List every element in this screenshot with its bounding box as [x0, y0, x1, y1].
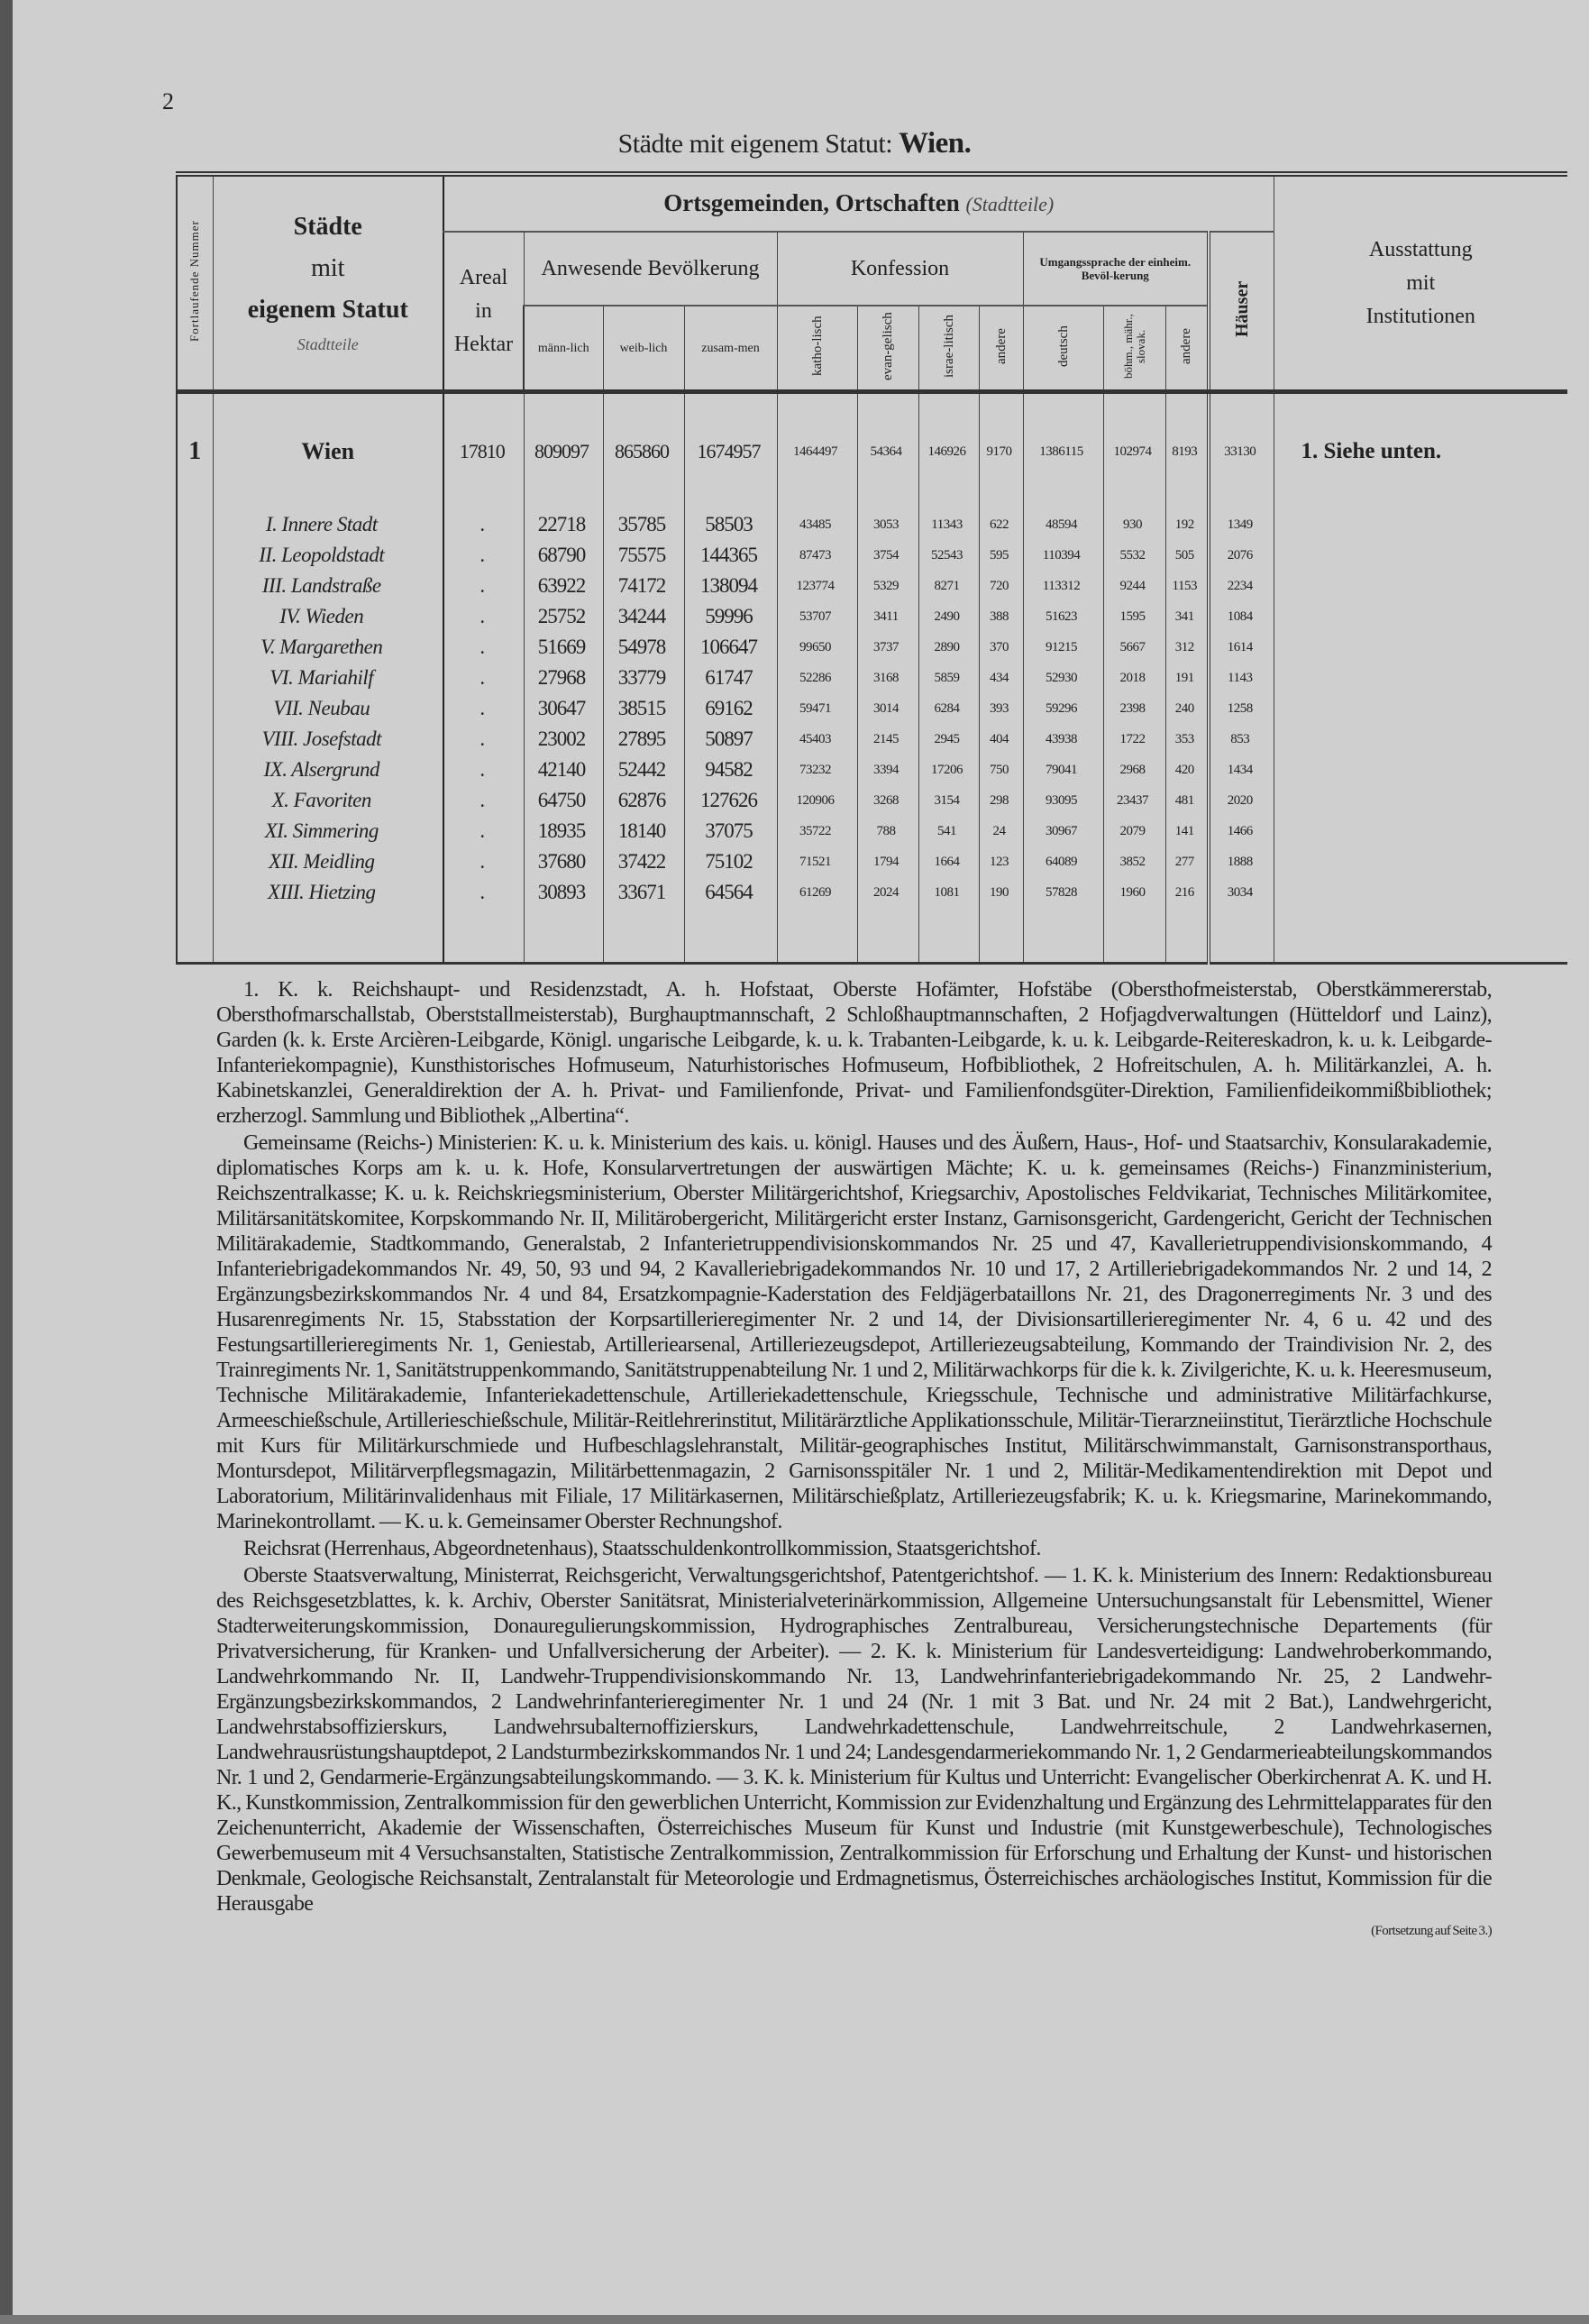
haeuser-value: 1466: [1209, 816, 1274, 846]
institutionen-value: [1274, 724, 1567, 755]
katholisch-value: 120906: [777, 785, 857, 816]
row-number: [177, 540, 213, 571]
maennlich-value: 51669: [524, 632, 603, 663]
weiblich-value: 54978: [603, 632, 684, 663]
row-number: [177, 601, 213, 632]
city-name: Wien: [213, 392, 443, 510]
andere-sprache-value: 420: [1165, 755, 1209, 785]
katholisch-value: 71521: [777, 846, 857, 877]
empty-cell: [979, 908, 1023, 964]
table-row-district: [177, 846, 1567, 877]
empty-cell: [177, 908, 213, 964]
areal-value: .: [443, 632, 524, 663]
zusammen-value: 94582: [684, 755, 777, 785]
table-row-district: [177, 571, 1567, 601]
andere-value: 595: [979, 540, 1023, 571]
row-number: 1: [177, 392, 213, 510]
israelitisch-value: 6284: [918, 693, 979, 724]
zusammen-value: 144365: [684, 540, 777, 571]
empty-cell: [1274, 908, 1567, 964]
header-areal: Areal in Hektar: [443, 232, 524, 392]
maennlich-value: 18935: [524, 816, 603, 846]
katholisch-value: 43485: [777, 509, 857, 540]
maennlich-value: 68790: [524, 540, 603, 571]
israelitisch-value: 1081: [918, 877, 979, 908]
katholisch-value: 52286: [777, 663, 857, 693]
zusammen-value: 75102: [684, 846, 777, 877]
areal-value: .: [443, 693, 524, 724]
maennlich-value: 809097: [524, 392, 603, 510]
andere-value: 123: [979, 846, 1023, 877]
areal-value: 17810: [443, 392, 524, 510]
institutionen-value: 1. Siehe unten.: [1274, 392, 1567, 510]
andere-sprache-value: 141: [1165, 816, 1209, 846]
empty-cell: [918, 908, 979, 964]
deutsch-value: 91215: [1023, 632, 1103, 663]
institutionen-value: [1274, 632, 1567, 663]
haeuser-value: 2020: [1209, 785, 1274, 816]
institutionen-value: [1274, 509, 1567, 540]
institutionen-value: [1274, 693, 1567, 724]
zusammen-value: 69162: [684, 693, 777, 724]
israelitisch-value: 2890: [918, 632, 979, 663]
andere-sprache-value: 481: [1165, 785, 1209, 816]
deutsch-value: 64089: [1023, 846, 1103, 877]
boehm-value: 23437: [1103, 785, 1165, 816]
district-name: III. Landstraße: [213, 571, 443, 601]
katholisch-value: 87473: [777, 540, 857, 571]
israelitisch-value: 541: [918, 816, 979, 846]
haeuser-value: 3034: [1209, 877, 1274, 908]
boehm-value: 2079: [1103, 816, 1165, 846]
footnote-paragraph: Oberste Staatsverwaltung, Ministerrat, Reichsgericht, Verwaltungsgerichtshof, Patentgerichtshof. — 1. K. k. Ministerium des Innern: Redaktionsbureau des Reichsgesetzblattes, k. k. Archiv, Oberster Sanitätsrat, Ministerialveterinärkommission, Allgemeine Untersuchungsanstalt für Lebensmittel, Wiener Stadterweiterungskommission, Donauregulierungskommission, Hydrographisches Zentralbureau, Versicherungstechnische Departements (für Privatversicherung, für Kranken- und Unfallversicherung der Arbeiter). — 2. K. k. Ministerium für Landesverteidigung: Landwehroberkommando, Landwehrkommando Nr. II, Landwehr-Truppendivisionskommando Nr. 13, Landwehrinfanteriebrigadekommando Nr. 25, 2 Landwehr-Ergänzungsbezirkskommandos, 2 Landwehrinfanterieregimenter Nr. 1 und 24 (Nr. 1 mit 3 Bat. und Nr. 24 mit 2 Bat.), Landwehrgericht, Landwehrstabsoffizierskurs, Landwehrsubalternoffizierskurs, Landwehrkadettenschule, Landwehrreitschule, 2 Landwehrkasernen, Landwehrausrüstungshauptdepot, 2 Landsturmbezirkskommandos Nr. 1 und 24; Landesgendarmeriekommando Nr. 1, 2 Gendarmerieabteilungskommandos Nr. 1 und 2, Gendarmerie-Ergänzungsabteilungskommando. — 3. K. k. Ministerium für Kultus und Unterricht: Evangelischer Oberkirchenrat A. K. und H. K., Kunstkommission, Zentralkommission für den gewerblichen Unterricht, Kommission zur Evidenzhaltung und Ergänzung des Lehrmittelapparates für den Zeichenunterricht, Akademie der Wissenschaften, Österreichisches Museum für Kunst und Industrie (mit Kunstgewerbeschule), Technologisches Gewerbemuseum mit 4 Versuchsanstalten, Statistische Zentralkommission, Zentralkommission für Erforschung und Erhaltung der Kunst- und historischen Denkmale, Geologische Reichsanstalt, Zentralanstalt für Meteorologie und Erdmagnetismus, Österreichisches archäologisches Institut, Kommission für die Herausgabe: [216, 1564, 1492, 1916]
andere-value: 370: [979, 632, 1023, 663]
header-andere: andere: [979, 306, 1023, 392]
table-row-district: [177, 540, 1567, 571]
table-row-wien: [177, 392, 1567, 510]
katholisch-value: 35722: [777, 816, 857, 846]
andere-value: 298: [979, 785, 1023, 816]
israelitisch-value: 146926: [918, 392, 979, 510]
institutionen-value: [1274, 601, 1567, 632]
boehm-value: 1722: [1103, 724, 1165, 755]
institutionen-value: [1274, 785, 1567, 816]
zusammen-value: 50897: [684, 724, 777, 755]
maennlich-value: 30893: [524, 877, 603, 908]
evangelisch-value: 2145: [857, 724, 918, 755]
boehm-value: 2968: [1103, 755, 1165, 785]
institutionen-value: [1274, 663, 1567, 693]
header-konfession: Konfession: [777, 232, 1023, 306]
andere-sprache-value: 353: [1165, 724, 1209, 755]
maennlich-value: 30647: [524, 693, 603, 724]
title-city: Wien.: [899, 127, 972, 160]
statistics-table: [176, 171, 1567, 965]
table-filler-row: [177, 908, 1567, 964]
andere-value: 434: [979, 663, 1023, 693]
weiblich-value: 35785: [603, 509, 684, 540]
header-katholisch: katho-lisch: [777, 306, 857, 392]
footnote-text: [216, 977, 1492, 1940]
zusammen-value: 106647: [684, 632, 777, 663]
deutsch-value: 51623: [1023, 601, 1103, 632]
header-haeuser: Häuser: [1209, 232, 1274, 392]
areal-value: .: [443, 785, 524, 816]
areal-value: .: [443, 663, 524, 693]
israelitisch-value: 1664: [918, 846, 979, 877]
andere-sprache-value: 191: [1165, 663, 1209, 693]
haeuser-value: 1349: [1209, 509, 1274, 540]
page-content: [176, 171, 1566, 1940]
maennlich-value: 63922: [524, 571, 603, 601]
row-number: [177, 877, 213, 908]
institutionen-value: [1274, 540, 1567, 571]
haeuser-value: 1888: [1209, 846, 1274, 877]
andere-value: 190: [979, 877, 1023, 908]
zusammen-value: 59996: [684, 601, 777, 632]
district-name: XII. Meidling: [213, 846, 443, 877]
district-name: V. Margarethen: [213, 632, 443, 663]
empty-cell: [1103, 908, 1165, 964]
boehm-value: 2398: [1103, 693, 1165, 724]
areal-value: .: [443, 509, 524, 540]
areal-value: .: [443, 601, 524, 632]
header-city: Städte mit eigenem Statut Stadtteile: [213, 174, 443, 392]
maennlich-value: 64750: [524, 785, 603, 816]
maennlich-value: 23002: [524, 724, 603, 755]
boehm-value: 102974: [1103, 392, 1165, 510]
weiblich-value: 37422: [603, 846, 684, 877]
deutsch-value: 113312: [1023, 571, 1103, 601]
andere-value: 720: [979, 571, 1023, 601]
areal-value: .: [443, 846, 524, 877]
evangelisch-value: 3754: [857, 540, 918, 571]
israelitisch-value: 2490: [918, 601, 979, 632]
district-name: VI. Mariahilf: [213, 663, 443, 693]
table-row-district: [177, 785, 1567, 816]
header-umgangssprache: Umgangssprache der einheim. Bevöl-kerung: [1023, 232, 1209, 306]
header-ausstattung: Ausstattung mit Institutionen: [1274, 174, 1567, 392]
table-row-district: [177, 877, 1567, 908]
empty-cell: [524, 908, 603, 964]
andere-sprache-value: 1153: [1165, 571, 1209, 601]
institutionen-value: [1274, 877, 1567, 908]
district-name: IX. Alsergrund: [213, 755, 443, 785]
header-zusammen: zusam-men: [684, 306, 777, 392]
boehm-value: 3852: [1103, 846, 1165, 877]
institutionen-value: [1274, 816, 1567, 846]
israelitisch-value: 8271: [918, 571, 979, 601]
scan-edge-left: [0, 0, 13, 2324]
empty-cell: [1023, 908, 1103, 964]
areal-value: .: [443, 540, 524, 571]
table-row-district: [177, 663, 1567, 693]
weiblich-value: 33779: [603, 663, 684, 693]
deutsch-value: 57828: [1023, 877, 1103, 908]
table-row-district: [177, 693, 1567, 724]
andere-value: 24: [979, 816, 1023, 846]
institutionen-value: [1274, 846, 1567, 877]
header-running-number: Fortlaufende Nummer: [177, 174, 213, 392]
andere-sprache-value: 341: [1165, 601, 1209, 632]
andere-sprache-value: 277: [1165, 846, 1209, 877]
boehm-value: 5532: [1103, 540, 1165, 571]
deutsch-value: 48594: [1023, 509, 1103, 540]
haeuser-value: 1258: [1209, 693, 1274, 724]
maennlich-value: 37680: [524, 846, 603, 877]
district-name: XI. Simmering: [213, 816, 443, 846]
andere-value: 622: [979, 509, 1023, 540]
deutsch-value: 110394: [1023, 540, 1103, 571]
weiblich-value: 62876: [603, 785, 684, 816]
zusammen-value: 61747: [684, 663, 777, 693]
header-deutsch: deutsch: [1023, 306, 1103, 392]
row-number: [177, 785, 213, 816]
haeuser-value: 33130: [1209, 392, 1274, 510]
israelitisch-value: 3154: [918, 785, 979, 816]
evangelisch-value: 2024: [857, 877, 918, 908]
haeuser-value: 853: [1209, 724, 1274, 755]
row-number: [177, 846, 213, 877]
boehm-value: 1960: [1103, 877, 1165, 908]
empty-cell: [1209, 908, 1274, 964]
row-number: [177, 509, 213, 540]
zusammen-value: 127626: [684, 785, 777, 816]
institutionen-value: [1274, 571, 1567, 601]
haeuser-value: 1143: [1209, 663, 1274, 693]
israelitisch-value: 17206: [918, 755, 979, 785]
row-number: [177, 632, 213, 663]
empty-cell: [684, 908, 777, 964]
header-ortsgemeinden: Ortsgemeinden, Ortschaften (Stadtteile): [443, 174, 1274, 232]
boehm-value: 930: [1103, 509, 1165, 540]
district-name: VIII. Josefstadt: [213, 724, 443, 755]
evangelisch-value: 3268: [857, 785, 918, 816]
deutsch-value: 43938: [1023, 724, 1103, 755]
row-number: [177, 816, 213, 846]
katholisch-value: 45403: [777, 724, 857, 755]
evangelisch-value: 788: [857, 816, 918, 846]
zusammen-value: 1674957: [684, 392, 777, 510]
katholisch-value: 61269: [777, 877, 857, 908]
district-name: X. Favoriten: [213, 785, 443, 816]
scan-edge-bottom: [0, 2315, 1589, 2324]
header-andere-sprache: andere: [1165, 306, 1209, 392]
haeuser-value: 1614: [1209, 632, 1274, 663]
deutsch-value: 59296: [1023, 693, 1103, 724]
district-name: II. Leopoldstadt: [213, 540, 443, 571]
empty-cell: [777, 908, 857, 964]
weiblich-value: 52442: [603, 755, 684, 785]
katholisch-value: 53707: [777, 601, 857, 632]
israelitisch-value: 11343: [918, 509, 979, 540]
evangelisch-value: 3737: [857, 632, 918, 663]
footnote-paragraph: Reichsrat (Herrenhaus, Abgeordnetenhaus), Staatsschuldenkontrollkommission, Staatsgerichtshof.: [243, 1537, 1041, 1560]
katholisch-value: 123774: [777, 571, 857, 601]
weiblich-value: 38515: [603, 693, 684, 724]
row-number: [177, 755, 213, 785]
deutsch-value: 52930: [1023, 663, 1103, 693]
haeuser-value: 2234: [1209, 571, 1274, 601]
empty-cell: [603, 908, 684, 964]
andere-sprache-value: 216: [1165, 877, 1209, 908]
maennlich-value: 25752: [524, 601, 603, 632]
header-israelitisch: israe-litisch: [918, 306, 979, 392]
zusammen-value: 37075: [684, 816, 777, 846]
zusammen-value: 64564: [684, 877, 777, 908]
table-header: [177, 174, 1567, 392]
haeuser-value: 1084: [1209, 601, 1274, 632]
israelitisch-value: 2945: [918, 724, 979, 755]
haeuser-value: 1434: [1209, 755, 1274, 785]
table-row-district: [177, 509, 1567, 540]
katholisch-value: 59471: [777, 693, 857, 724]
boehm-value: 9244: [1103, 571, 1165, 601]
institutionen-value: [1274, 755, 1567, 785]
andere-sprache-value: 192: [1165, 509, 1209, 540]
weiblich-value: 74172: [603, 571, 684, 601]
deutsch-value: 30967: [1023, 816, 1103, 846]
katholisch-value: 99650: [777, 632, 857, 663]
maennlich-value: 27968: [524, 663, 603, 693]
weiblich-value: 33671: [603, 877, 684, 908]
haeuser-value: 2076: [1209, 540, 1274, 571]
boehm-value: 1595: [1103, 601, 1165, 632]
evangelisch-value: 5329: [857, 571, 918, 601]
areal-value: .: [443, 877, 524, 908]
evangelisch-value: 3053: [857, 509, 918, 540]
areal-value: .: [443, 816, 524, 846]
row-number: [177, 571, 213, 601]
andere-value: 404: [979, 724, 1023, 755]
header-bevoelkerung: Anwesende Bevölkerung: [524, 232, 777, 306]
areal-value: .: [443, 571, 524, 601]
zusammen-value: 58503: [684, 509, 777, 540]
deutsch-value: 1386115: [1023, 392, 1103, 510]
maennlich-value: 22718: [524, 509, 603, 540]
table-row-district: [177, 724, 1567, 755]
andere-sprache-value: 240: [1165, 693, 1209, 724]
district-name: XIII. Hietzing: [213, 877, 443, 908]
katholisch-value: 73232: [777, 755, 857, 785]
andere-value: 750: [979, 755, 1023, 785]
table-row-district: [177, 632, 1567, 663]
evangelisch-value: 54364: [857, 392, 918, 510]
weiblich-value: 18140: [603, 816, 684, 846]
israelitisch-value: 52543: [918, 540, 979, 571]
areal-value: .: [443, 724, 524, 755]
empty-cell: [1165, 908, 1209, 964]
table-row-district: [177, 816, 1567, 846]
table-body: [177, 392, 1567, 964]
header-weiblich: weib-lich: [603, 306, 684, 392]
deutsch-value: 93095: [1023, 785, 1103, 816]
evangelisch-value: 3168: [857, 663, 918, 693]
evangelisch-value: 3411: [857, 601, 918, 632]
boehm-value: 2018: [1103, 663, 1165, 693]
row-number: [177, 693, 213, 724]
empty-cell: [213, 908, 443, 964]
weiblich-value: 865860: [603, 392, 684, 510]
andere-sprache-value: 505: [1165, 540, 1209, 571]
continuation-note: (Fortsetzung auf Seite 3.): [1371, 1924, 1492, 1938]
evangelisch-value: 1794: [857, 846, 918, 877]
andere-value: 388: [979, 601, 1023, 632]
weiblich-value: 34244: [603, 601, 684, 632]
maennlich-value: 42140: [524, 755, 603, 785]
andere-sprache-value: 8193: [1165, 392, 1209, 510]
andere-value: 393: [979, 693, 1023, 724]
israelitisch-value: 5859: [918, 663, 979, 693]
page-title: [0, 126, 1589, 161]
areal-value: .: [443, 755, 524, 785]
header-maennlich: männ-lich: [524, 306, 603, 392]
header-evangelisch: evan-gelisch: [857, 306, 918, 392]
empty-cell: [443, 908, 524, 964]
weiblich-value: 27895: [603, 724, 684, 755]
district-name: I. Innere Stadt: [213, 509, 443, 540]
row-number: [177, 724, 213, 755]
footnote-paragraph: Gemeinsame (Reichs-) Ministerien: K. u. k. Ministerium des kais. u. königl. Hauses und des Äußern, Haus-, Hof- und Staatsarchiv, Konsularakademie, diplomatisches Korps am k. u. k. Hofe, Konsularvertretungen der auswärtigen Mächte; K. u. k. gemeinsames (Reichs-) Finanzministerium, Reichszentralkasse; K. u. k. Reichskriegsministerium, Oberster Militärgerichtshof, Kriegsarchiv, Apostolisches Feldvikariat, Technisches Militärkomitee, Militärsanitätskomitee, Korpskommando Nr. II, Militärobergericht, Militärgericht erster Instanz, Garnisonsgericht, Gardengericht, Gericht der Technischen Militärakademie, Stadtkommando, Generalstab, 2 Infanterietruppendivisionskommandos Nr. 25 und 47, Kavallerietruppendivisionskommando, 4 Infanteriebrigadekommandos Nr. 49, 50, 93 und 94, 2 Kavalleriebrigadekommandos Nr. 10 und 17, 2 Artilleriebrigadekommandos Nr. 2 und 14, 2 Ergänzungsbezirkskommandos Nr. 4 und 84, Ersatzkompagnie-Kaderstation des Feldjägerbataillons Nr. 21, des Dragonerregiments Nr. 3 und des Husarenregiments Nr. 15, Stabsstation der Korpsartillerieregimenter Nr. 2 und 14, der Divisionsartillerieregimenter Nr. 4, 6 u. 42 und des Festungsartillerieregiments Nr. 1, Geniestab, Artilleriearsenal, Artilleriezeugsdepot, Artilleriezeugsabteilung, Kommando der Traindivision Nr. 2, des Trainregiments Nr. 1, Sanitätstruppenkommando, Sanitätstruppenabteilung Nr. 1 und 2, Militärwachkorps für die k. k. Zivilgerichte, K. u. k. Heeresmuseum, Technische Militärakademie, Infanteriekadettenschule, Artilleriekadettenschule, Kriegsschule, Technische und administrative Militärfachkurse, Armeeschießschule, Artillerieschießschule, Militär-Reitlehrerinstitut, Militärärztliche Applikationsschule, Militär-Tierarzneiinstitut, Tierärztliche Hochschule mit Kurs für Militärkurschmiede und Hufbeschlagslehranstalt, Militär-geographisches Institut, Militärschwimmanstalt, Garnisonstransporthaus, Montursdepot, Militärverpflegsmagazin, Militärbettenmagazin, 2 Garnisonsspitäler Nr. 1 und 2, Militär-Medikamentendirektion mit Depot und Laboratorium, Militärinvalidenhaus mit Filiale, 17 Militärkasernen, Militärschießplatz, Artilleriezeugsfabrik; K. u. k. Kriegsmarine, Marinekommando, Marinekontrollamt. — K. u. k. Gemeinsamer Oberster Rechnungshof.: [216, 1131, 1492, 1533]
andere-value: 9170: [979, 392, 1023, 510]
weiblich-value: 75575: [603, 540, 684, 571]
evangelisch-value: 3014: [857, 693, 918, 724]
district-name: VII. Neubau: [213, 693, 443, 724]
deutsch-value: 79041: [1023, 755, 1103, 785]
page-number: 2: [162, 88, 174, 114]
boehm-value: 5667: [1103, 632, 1165, 663]
empty-cell: [857, 908, 918, 964]
table-row-district: [177, 601, 1567, 632]
zusammen-value: 138094: [684, 571, 777, 601]
header-boehm: böhm., mähr., slovak.: [1103, 306, 1165, 392]
table-row-district: [177, 755, 1567, 785]
evangelisch-value: 3394: [857, 755, 918, 785]
footnote-paragraph: 1. K. k. Reichshaupt- und Residenzstadt, A. h. Hofstaat, Oberste Hofämter, Hofstäbe (Obersthofmeisterstab, Oberstkämmererstab, Obersthofmarschallstab, Oberststallmeisterstab), Burghauptmannschaft, 2 Schloßhauptmannschaften, 2 Hofjagdverwaltungen (Hütteldorf und Lainz), Garden (k. k. Erste Arcièren-Leibgarde, Königl. ungarische Leibgarde, k. u. k. Trabanten-Leibgarde, k. u. k. Leibgarde-Reitereskadron, k. u. k. Leibgarde-Infanteriekompagnie), Kunsthistorisches Hofmuseum, Naturhistorisches Hofmuseum, Hofbibliothek, 2 Hofreitschulen, A. h. Militärkanzlei, A. h. Kabinetskanzlei, Generaldirektion der A. h. Privat- und Familienfonde, Privat- und Familienfondsgüter-Direktion, Familienfideikommißbibliothek; erzherzogl. Sammlung und Bibliothek „Albertina“.: [216, 978, 1492, 1128]
row-number: [177, 663, 213, 693]
andere-sprache-value: 312: [1165, 632, 1209, 663]
title-prefix: Städte mit eigenem Statut:: [617, 129, 893, 159]
district-name: IV. Wieden: [213, 601, 443, 632]
katholisch-value: 1464497: [777, 392, 857, 510]
